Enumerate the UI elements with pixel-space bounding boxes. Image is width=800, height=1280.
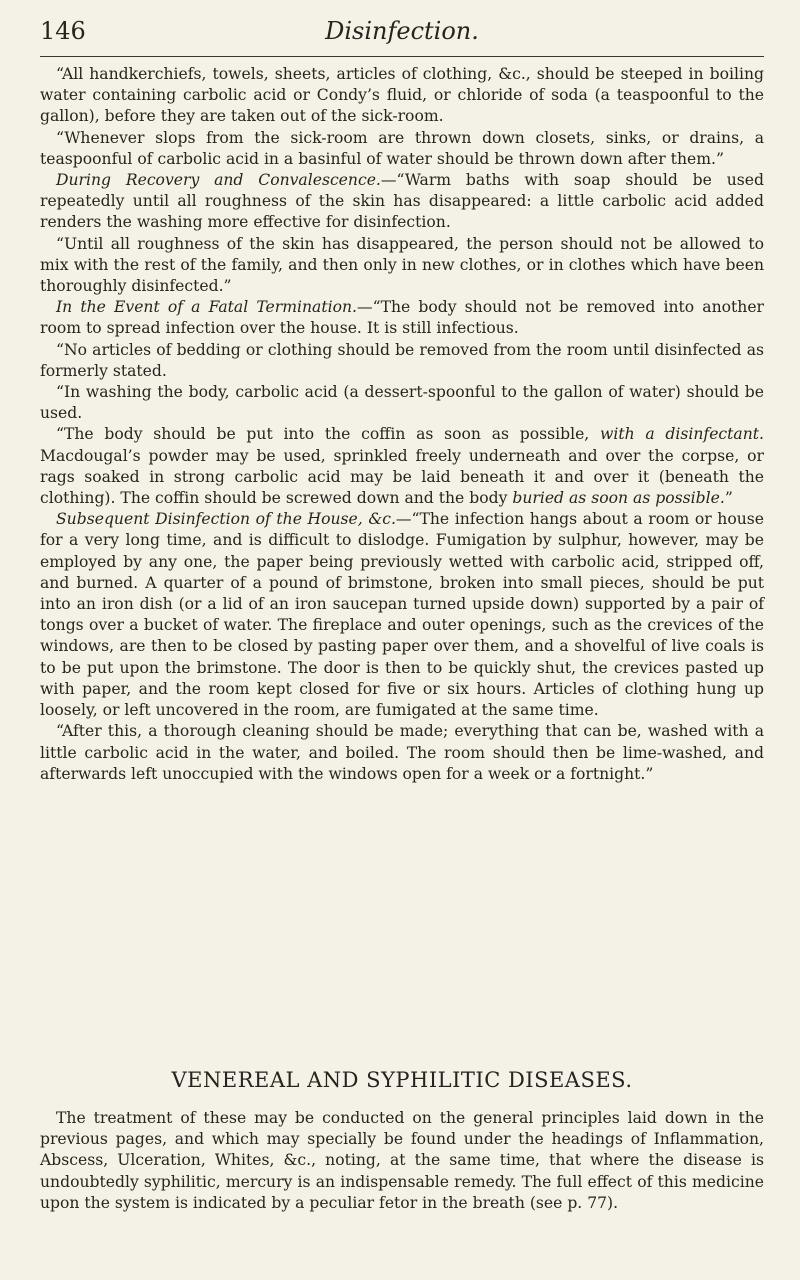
paragraph: [40, 382, 764, 424]
paragraph-text: “After this, a thorough cleaning should be made; everything that can be, washed with a little carbolic acid in the water, and boiled. The room should then be lime-washed, and afterwards left unoccupied with the windows open for a week or a fortnight.”: [40, 722, 764, 783]
section-heading: VENEREAL AND SYPHILITIC DISEASES.: [171, 1068, 633, 1092]
paragraph-text: “All handkerchiefs, towels, sheets, articles of clothing, &c., should be steeped in boiling water containing carbolic acid or Condy’s fluid, or chloride of soda (a teaspoonful to the gallon), before they are taken out of the sick-room.: [40, 65, 764, 126]
paragraph: [40, 234, 764, 298]
page-number: 146: [40, 17, 86, 45]
paragraph: [40, 128, 764, 170]
emphasis: buried as soon as possible.: [512, 489, 725, 508]
page-header: [40, 14, 764, 54]
body-text: [40, 64, 764, 785]
emphasis: with a disinfectant.: [600, 425, 764, 444]
paragraph-text: Macdougal’s powder may be used, sprinkled freely underneath and over the corpse, or rags soaked in strong carbolic acid may be laid beneath it and over it (beneath the clothing). The coffin should be screwed down and the body: [40, 446, 764, 508]
paragraph-text: “Whenever slops from the sick-room are thrown down closets, sinks, or drains, a teaspoonful of carbolic acid in a basinful of water should be thrown down after them.”: [40, 128, 764, 168]
paragraph-text: “The body should be put into the coffin as soon as possible,: [56, 425, 601, 444]
paragraph-text: “No articles of bedding or clothing should be removed from the room until disinfected as formerly stated.: [40, 340, 764, 380]
paragraph-text: ”: [724, 489, 733, 508]
paragraph: [40, 424, 764, 509]
running-title: Disinfection.: [325, 17, 479, 45]
paragraph-text: —“Warm baths with soap should be used repeatedly until all roughness of the skin has disappeared: a little carbolic acid added renders the washing more effective for disinfection.: [40, 171, 764, 232]
section-text: [40, 1108, 764, 1214]
paragraph: [40, 64, 764, 128]
paragraph-text: “In washing the body, carbolic acid (a dessert-spoonful to the gallon of water) should be used.: [40, 383, 764, 423]
paragraph: [40, 509, 764, 721]
paragraph-lead: In the Event of a Fatal Termination.: [56, 298, 357, 317]
header-rule: [40, 56, 764, 57]
paragraph-text: —“The infection hangs about a room or house for a very long time, and is difficult to dislodge. Fumigation by sulphur, however, may be employed by any one, the paper being previously wetted with carbolic acid, stripped off, and burned. A quarter of a pound of brimstone, broken into small pieces, should be put into an iron dish (or a lid of an iron saucepan turned upside down) supported by a pair of tongs over a bucket of water. The fireplace and outer openings, such as the crevices of the windows, are then to be closed by pasting paper over them, and a shovelful of live coals is to be put upon the brimstone. The door is then to be quickly shut, the crevices pasted up with paper, and the room kept closed for five or six hours. Articles of clothing hung up loosely, or left uncovered in the room, are fumigated at the same time.: [40, 510, 764, 720]
paragraph: [40, 340, 764, 382]
paragraph-text: —“The body should not be removed into another room to spread infection over the house. It is still infectious.: [40, 298, 764, 338]
paragraph-lead: Subsequent Disinfection of the House, &c.: [56, 510, 396, 529]
paragraph: [40, 170, 764, 234]
paragraph-text: The treatment of these may be conducted on the general principles laid down in the previous pages, and which may specially be found under the headings of Inflammation, Abscess, Ulceration, Whites, &c., noting, at the same time, that where the disease is undoubtedly syphilitic, mercury is an indispensable remedy. The full effect of this medicine upon the system is indicated by a peculiar fetor in the breath (see p. 77).: [40, 1109, 764, 1212]
paragraph: [40, 1108, 764, 1214]
paragraph-text: “Until all roughness of the skin has disappeared, the person should not be allowed to mix with the rest of the family, and then only in new clothes, or in clothes which have been thoroughly disinfected.”: [40, 234, 764, 296]
paragraph-lead: During Recovery and Convalescence.: [56, 171, 381, 190]
paragraph: [40, 721, 764, 785]
paragraph: [40, 297, 764, 339]
